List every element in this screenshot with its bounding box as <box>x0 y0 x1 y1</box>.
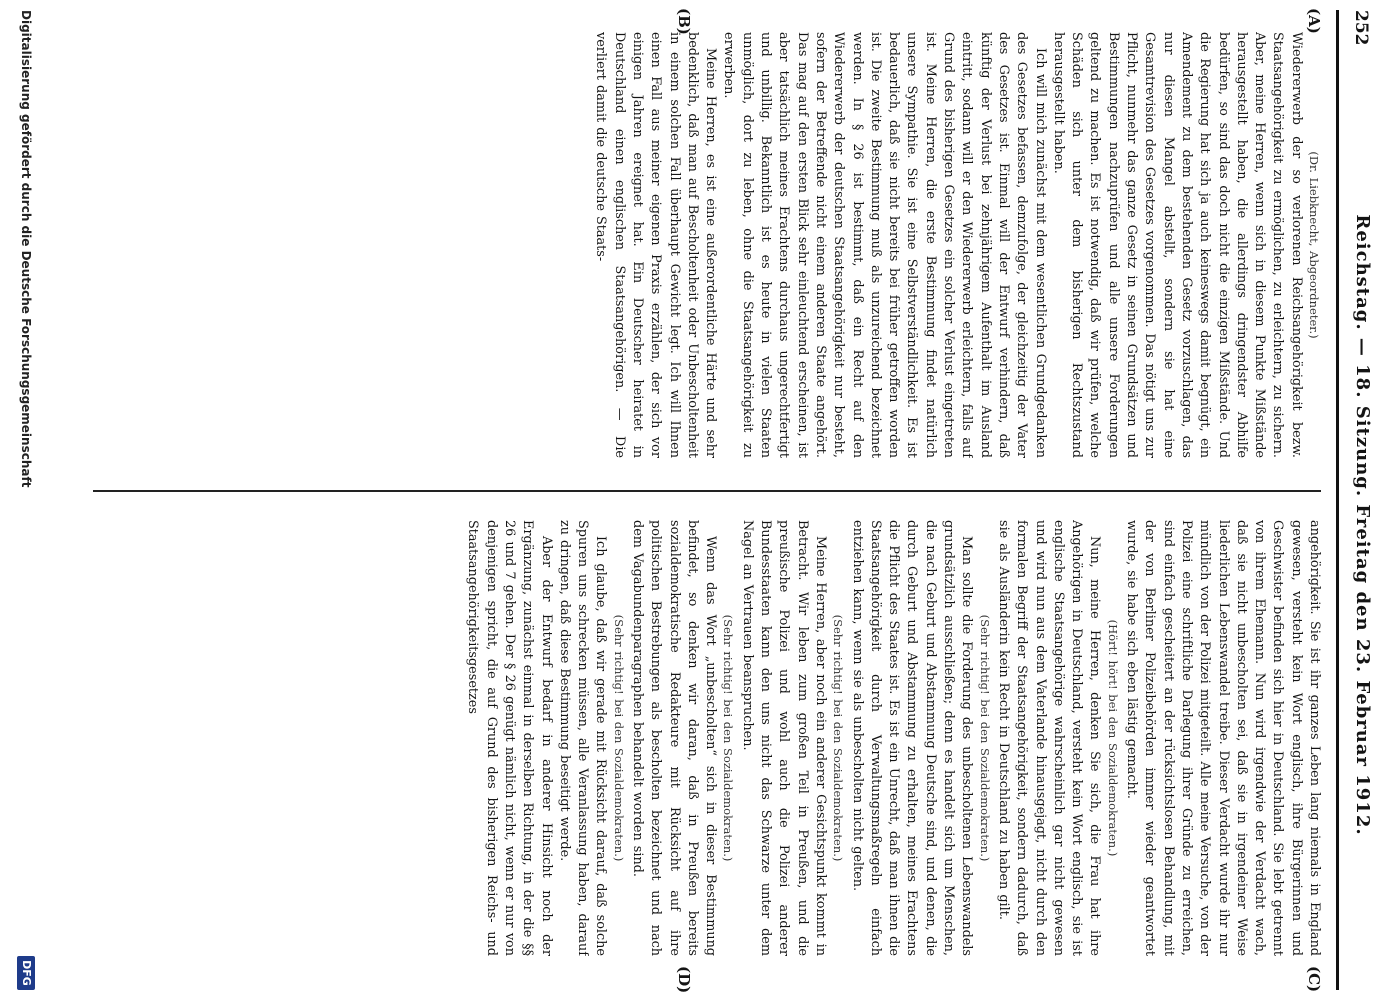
paragraph: Wenn das Wort „unbescholten“ sich in dieser Bestimmung befindet, so denken wir daran, daß in Preußen bereits sozialdemokratische Redakteure mit Rücksicht auf ihre politischen Bestrebungen als bescholten bezeichnet und nach dem Vagabundenparagraphen behandelt worden sind. <box>630 520 719 956</box>
paragraph: angehörigkeit. Sie ist ihr ganzes Leben lang niemals in England gewesen, versteht kein Wort englisch, ihre Bürgerinnen und Geschwister befinden sich hier in Deutschland. Sie lebt getrennt von ihrem Ehemann. Nun wird irgendwie der Verdacht wach, daß sie nicht unbescholten sei, daß sie in irgendeiner Weise liederlichen Lebenswandel treibe. Dieser Verdacht wurde ihr nur mündlich von der Polizei mitgeteilt. Alle meine Versuche, von der Polizei eine schriftliche Darlegung ihrer Gründe zu erreichen, sind einfach gescheitert an der rücksichtslosen Behandlung, mit der von Berliner Polizeibehörden immer wieder geantwortet wurde, sie habe sich eben lästig gemacht. <box>1124 520 1322 956</box>
running-head: Reichstag. — 18. Sitzung. Freitag den 23. Februar 1912. <box>1352 214 1373 836</box>
margin-mark-a: (A) <box>1305 8 1323 34</box>
paragraph: Ich will mich zunächst mit dem wesentlichen Grundgedanken des Gesetzes befassen, demzufolge, der gleichzeitig der Vater des Gesetzes ist. Einmal will der Entwurf verhindern, daß künftig der Verlust bei zehnjährigem Aufenthalt im Ausland eintritt, sodann will er den Wiedererwerb erleichtern, falls auf Grund des bisherigen Gesetzes ein solcher Verlust eingetreten ist. Meine Herren, die erste Bestimmung findet natürlich unsere Sympathie. Sie ist eine Selbstverständlichkeit. Es ist bedauerlich, daß sie nicht bereits bei früher getroffen worden ist. Die zweite Bestimmung muß als unzureichend bezeichnet werden. In § 26 ist bestimmt, daß ein Recht auf den Wiedererwerb der deutschen Staatsangehörigkeit nur besteht, sofern der Betreffende nicht einem anderen Staate angehört. Das mag auf den ersten Blick sehr einleuchtend erscheinen, ist aber tatsächlich meines Erachtens durchaus ungerechtfertigt und unbillig. Bekanntlich ist es heute in vielen Staaten unmöglich, dort zu leben, ohne die Staatsangehörigkeit zu erwerben. <box>721 32 1048 458</box>
paragraph: Wiedererwerb der so verlorenen Reichsangehörigkeit bezw. Staatsangehörigkeit zu ermöglichen, zu erleichtern, zu sichern. Aber, meine Herren, wenn sich in diesem Punkte Mißstände herausgestellt haben, die allerdings dringendster Abhilfe bedürfen, so sind das doch nicht die einzigen Mißstände. Und die Regierung hat sich ja auch keineswegs damit begnügt, ein Amendement zu dem bestehenden Gesetz vorzuschlagen, das nur diesen Mangel abstellt, sondern sie hat eine Gesamtrevision des Gesetzes vorgenommen. Das nötigt uns zur Pflicht, nunmehr das ganze Gesetz in seinen Grundsätzen und Bestimmungen nachzuprüfen und alle unsere Forderungen geltend zu machen. Es ist notwendig, daß wir prüfen, welche Schäden sich unter dem bisherigen Rechtszustand herausgestellt haben. <box>1050 32 1304 458</box>
header-rule <box>1336 10 1339 990</box>
paragraph: Nun, meine Herren, denken Sie sich, die Frau hat ihre Angehörigen in Deutschland, versteht kein Wort englisch, sie ist englische Staatsangehörige wahrscheinlich gar nicht gewesen und wird nun aus dem Vaterlande hinausgejagt, nicht durch den formalen Begriff der Staatsangehörigkeit, sondern dadurch, daß sie als Ausländerin kein Recht in Deutschland zu haben gilt. <box>995 520 1103 956</box>
digitization-credit <box>11 10 35 990</box>
interjection: (Sehr richtig! bei den Sozialdemokraten.) <box>611 614 626 862</box>
interjection: (Sehr richtig! bei den Sozialdemokraten.) <box>721 614 736 862</box>
left-column <box>93 32 1323 458</box>
paragraph: Aber der Entwurf bedarf in anderer Hinsicht noch der Ergänzung, zunächst einmal in derselben Richtung, in der die §§ 26 und 7 gehen. Der § 26 genügt nämlich nicht, wenn er nur von denjenigen spricht, die auf Grund des bisherigen Reichs- und Staatsangehörigkeitsgesetzes <box>465 520 554 956</box>
interjection: (Sehr richtig! bei den Sozialdemokraten.) <box>831 614 846 862</box>
paragraph: Meine Herren, es ist eine außerordentliche Härte und sehr bedenklich, daß man auf Bescholtenheit oder Unbescholtenheit in einem solchen Fall überhaupt Gewicht legt. Ich will Ihnen einen Fall aus meiner eigenen Praxis erzählen, der sich vor einigen Jahren ereignet hat. Ein Deutscher heiratet in Deutschland einen englischen Staatsangehörigen. — Die verliert damit die deutsche Staats- <box>593 32 719 458</box>
margin-mark-d: (D) <box>675 966 693 994</box>
paragraph: Meine Herren, aber noch ein anderer Gesichtspunkt kommt in Betracht. Wir leben zum großen Teil in Preußen, und die preußische Polizei und wohl auch die Polizei anderer Bundesstaaten kann den uns nicht das Schwarze unter dem Nagel an Vertrauen beanspruchen. <box>739 520 828 956</box>
right-column <box>93 520 1323 956</box>
dfg-logo: DFG <box>17 956 35 990</box>
interjection: (Sehr richtig! bei den Sozialdemokraten.) <box>977 614 992 862</box>
interjection: (Hört! hört! bei den Sozialdemokraten.) <box>1105 619 1120 857</box>
page-header <box>1323 0 1383 1000</box>
page-number: 252 <box>1351 10 1371 46</box>
speaker-line: (Dr. Liebknecht, Abgeordneter.) <box>1307 151 1321 339</box>
column-divider <box>93 490 1321 492</box>
paragraph: Ich glaube, daß wir gerade mit Rücksicht darauf, daß solche Spuren uns schrecken müssen, alle Veranlassung haben, darauf zu dringen, daß diese Bestimmung beseitigt werde. <box>556 520 609 956</box>
credit-text: Digitalisierung gefördert durch die Deutsche Forschungsgemeinschaft <box>19 10 33 488</box>
margin-mark-b: (B) <box>675 8 693 35</box>
margin-mark-c: (C) <box>1305 966 1323 993</box>
paragraph: Man sollte die Forderung des unbescholtenen Lebenswandels grundsätzlich ausschließen; denn es handelt sich um Menschen, die nach Geburt und Abstammung Deutsche sind, und denen, die durch Geburt und Abstammung zu erhalten, meines Erachtens die Pflicht des Staates ist. Es ist ein Unrecht, daß man ihnen die Staatsangehörigkeit durch Verwaltungsmaßregeln einfach entziehen kann, wenn sie als unbescholten nicht gelten. <box>849 520 975 956</box>
